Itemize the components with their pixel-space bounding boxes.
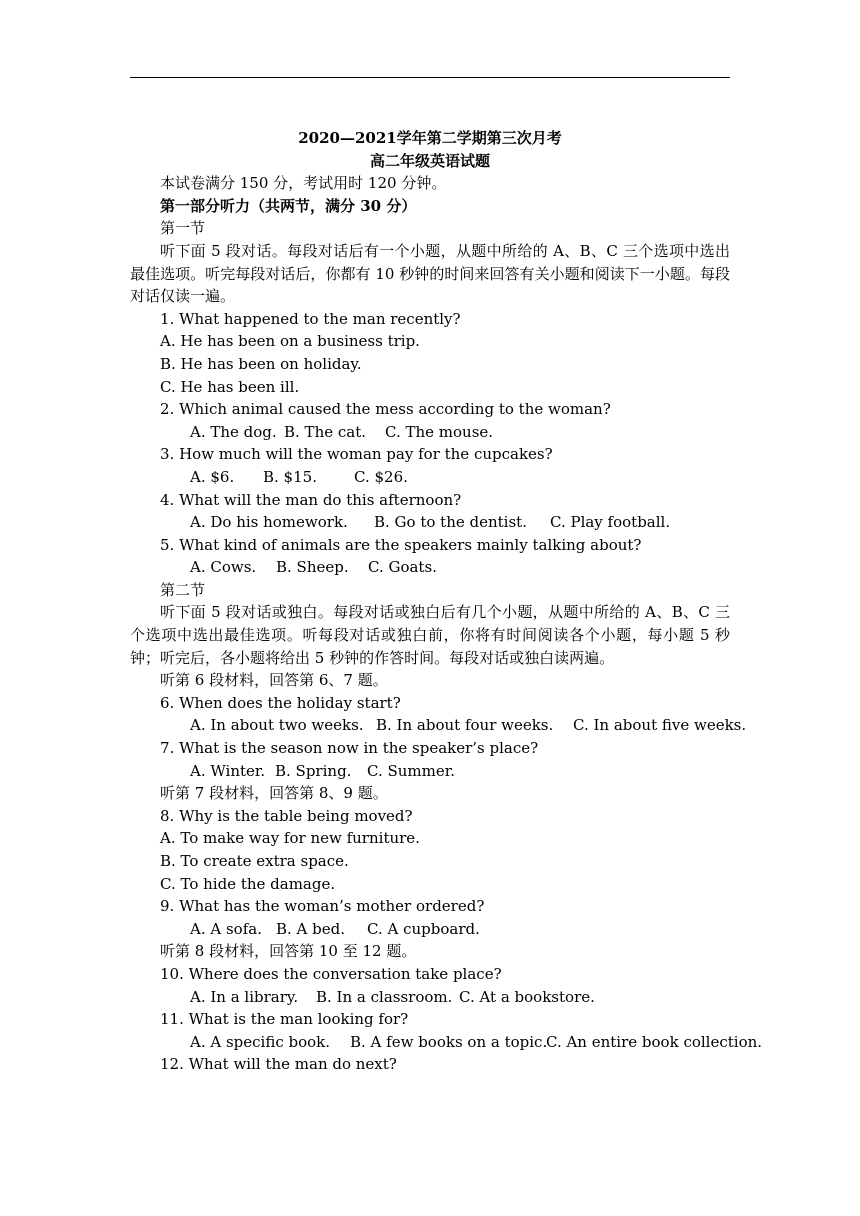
q8-option-b: B. To create extra space. bbox=[160, 852, 349, 870]
q2-option-b: B. The cat. bbox=[284, 422, 367, 441]
subject-title: 高二年级英语试题 bbox=[369, 151, 490, 170]
q4-option-c: C. Play football. bbox=[550, 513, 671, 532]
question-11: 11. What is the man looking for? bbox=[160, 1010, 409, 1029]
q2-options bbox=[130, 421, 730, 444]
q1-option-b: B. He has been on holiday. bbox=[160, 354, 362, 373]
intro-line: 本试卷满分 150 分，考试用时 120 分钟。 bbox=[160, 174, 447, 193]
question-12: 12. What will the man do next? bbox=[160, 1055, 397, 1074]
q6-options bbox=[130, 714, 747, 737]
q3-option-a: A. $6. bbox=[190, 467, 235, 486]
question-10: 10. Where does the conversation take place? bbox=[160, 964, 502, 983]
section2-instructions: 听下面 5 段对话或独白。每段对话或独白后有几个小题，从题中所给的 A、B、C 三个选项中选出最佳选项。听每段对话或独白前，你将有时间阅读各个小题，每小题 5 秒钟；听完后，各小题将给出 5 秒钟的作答时间。每段对话或独白读两遍。 bbox=[130, 603, 730, 667]
q4-option-b: B. Go to the dentist. bbox=[374, 513, 527, 532]
material-6-note: 听第 6 段材料，回答第 6、7 题。 bbox=[160, 671, 388, 690]
q11-options bbox=[130, 1031, 763, 1054]
section2-label: 第二节 bbox=[160, 580, 206, 599]
q10-options bbox=[130, 986, 730, 1009]
question-1: 1. What happened to the man recently? bbox=[160, 309, 461, 328]
q6-option-b: B. In about four weeks. bbox=[376, 716, 554, 735]
section1-instructions: 听下面 5 段对话。每段对话后有一个小题，从题中所给的 A、B、C 三个选项中选出最佳选项。听完每段对话后，你都有 10 秒钟的时间来回答有关小题和阅读下一小题。每段对话仅读一遍。 bbox=[130, 241, 730, 306]
q9-options bbox=[130, 918, 730, 941]
q7-option-a: A. Winter. bbox=[190, 761, 266, 780]
q4-options bbox=[130, 511, 730, 534]
q7-option-c: C. Summer. bbox=[367, 761, 456, 780]
q9-option-a: A. A sofa. bbox=[190, 919, 262, 938]
question-9: 9. What has the woman’s mother ordered? bbox=[160, 897, 485, 916]
q4-option-a: A. Do his homework. bbox=[190, 513, 348, 532]
q5-option-a: A. Cows. bbox=[190, 558, 257, 577]
q5-options bbox=[130, 556, 730, 579]
question-3: 3. How much will the woman pay for the cupcakes? bbox=[160, 445, 553, 464]
q2-option-c: C. The mouse. bbox=[385, 422, 494, 441]
q3-option-b: B. $15. bbox=[263, 467, 317, 486]
question-2: 2. Which animal caused the mess according to the woman? bbox=[160, 400, 611, 419]
q6-option-c: C. In about five weeks. bbox=[573, 716, 747, 735]
q2-option-a: A. The dog. bbox=[190, 422, 277, 441]
q11-option-c: C. An entire book collection. bbox=[546, 1032, 763, 1051]
q10-option-c: C. At a bookstore. bbox=[459, 987, 595, 1006]
q8-option-a: A. To make way for new furniture. bbox=[160, 829, 420, 848]
q3-option-c: C. $26. bbox=[354, 467, 408, 486]
header-rule bbox=[130, 77, 730, 78]
q10-option-b: B. In a classroom. bbox=[316, 987, 453, 1006]
material-8-note: 听第 8 段材料，回答第 10 至 12 题。 bbox=[160, 942, 417, 961]
part1-heading: 第一部分听力（共两节，满分 30 分） bbox=[160, 196, 417, 215]
q11-option-a: A. A specific book. bbox=[190, 1032, 331, 1051]
question-6: 6. When does the holiday start? bbox=[160, 693, 401, 712]
section1-label: 第一节 bbox=[160, 219, 206, 238]
exam-title: 2020—2021学年第二学期第三次月考 bbox=[298, 129, 562, 147]
q5-option-c: C. Goats. bbox=[368, 558, 437, 577]
q8-option-c: C. To hide the damage. bbox=[160, 874, 336, 893]
exam-page bbox=[130, 127, 763, 1076]
question-7: 7. What is the season now in the speaker’s place? bbox=[160, 739, 539, 758]
q9-option-c: C. A cupboard. bbox=[367, 919, 480, 938]
q1-option-a: A. He has been on a business trip. bbox=[160, 332, 420, 351]
q5-option-b: B. Sheep. bbox=[276, 558, 349, 577]
q10-option-a: A. In a library. bbox=[190, 987, 299, 1006]
q3-options bbox=[130, 466, 730, 489]
q11-option-b: B. A few books on a topic. bbox=[350, 1032, 548, 1051]
q1-option-c: C. He has been ill. bbox=[160, 377, 300, 396]
question-8: 8. Why is the table being moved? bbox=[160, 806, 413, 825]
material-7-note: 听第 7 段材料，回答第 8、9 题。 bbox=[160, 784, 388, 803]
question-4: 4. What will the man do this afternoon? bbox=[160, 490, 462, 509]
q9-option-b: B. A bed. bbox=[276, 919, 346, 938]
q6-option-a: A. In about two weeks. bbox=[190, 716, 364, 735]
question-5: 5. What kind of animals are the speakers mainly talking about? bbox=[160, 535, 642, 554]
q7-options bbox=[130, 760, 730, 783]
q7-option-b: B. Spring. bbox=[275, 761, 352, 780]
